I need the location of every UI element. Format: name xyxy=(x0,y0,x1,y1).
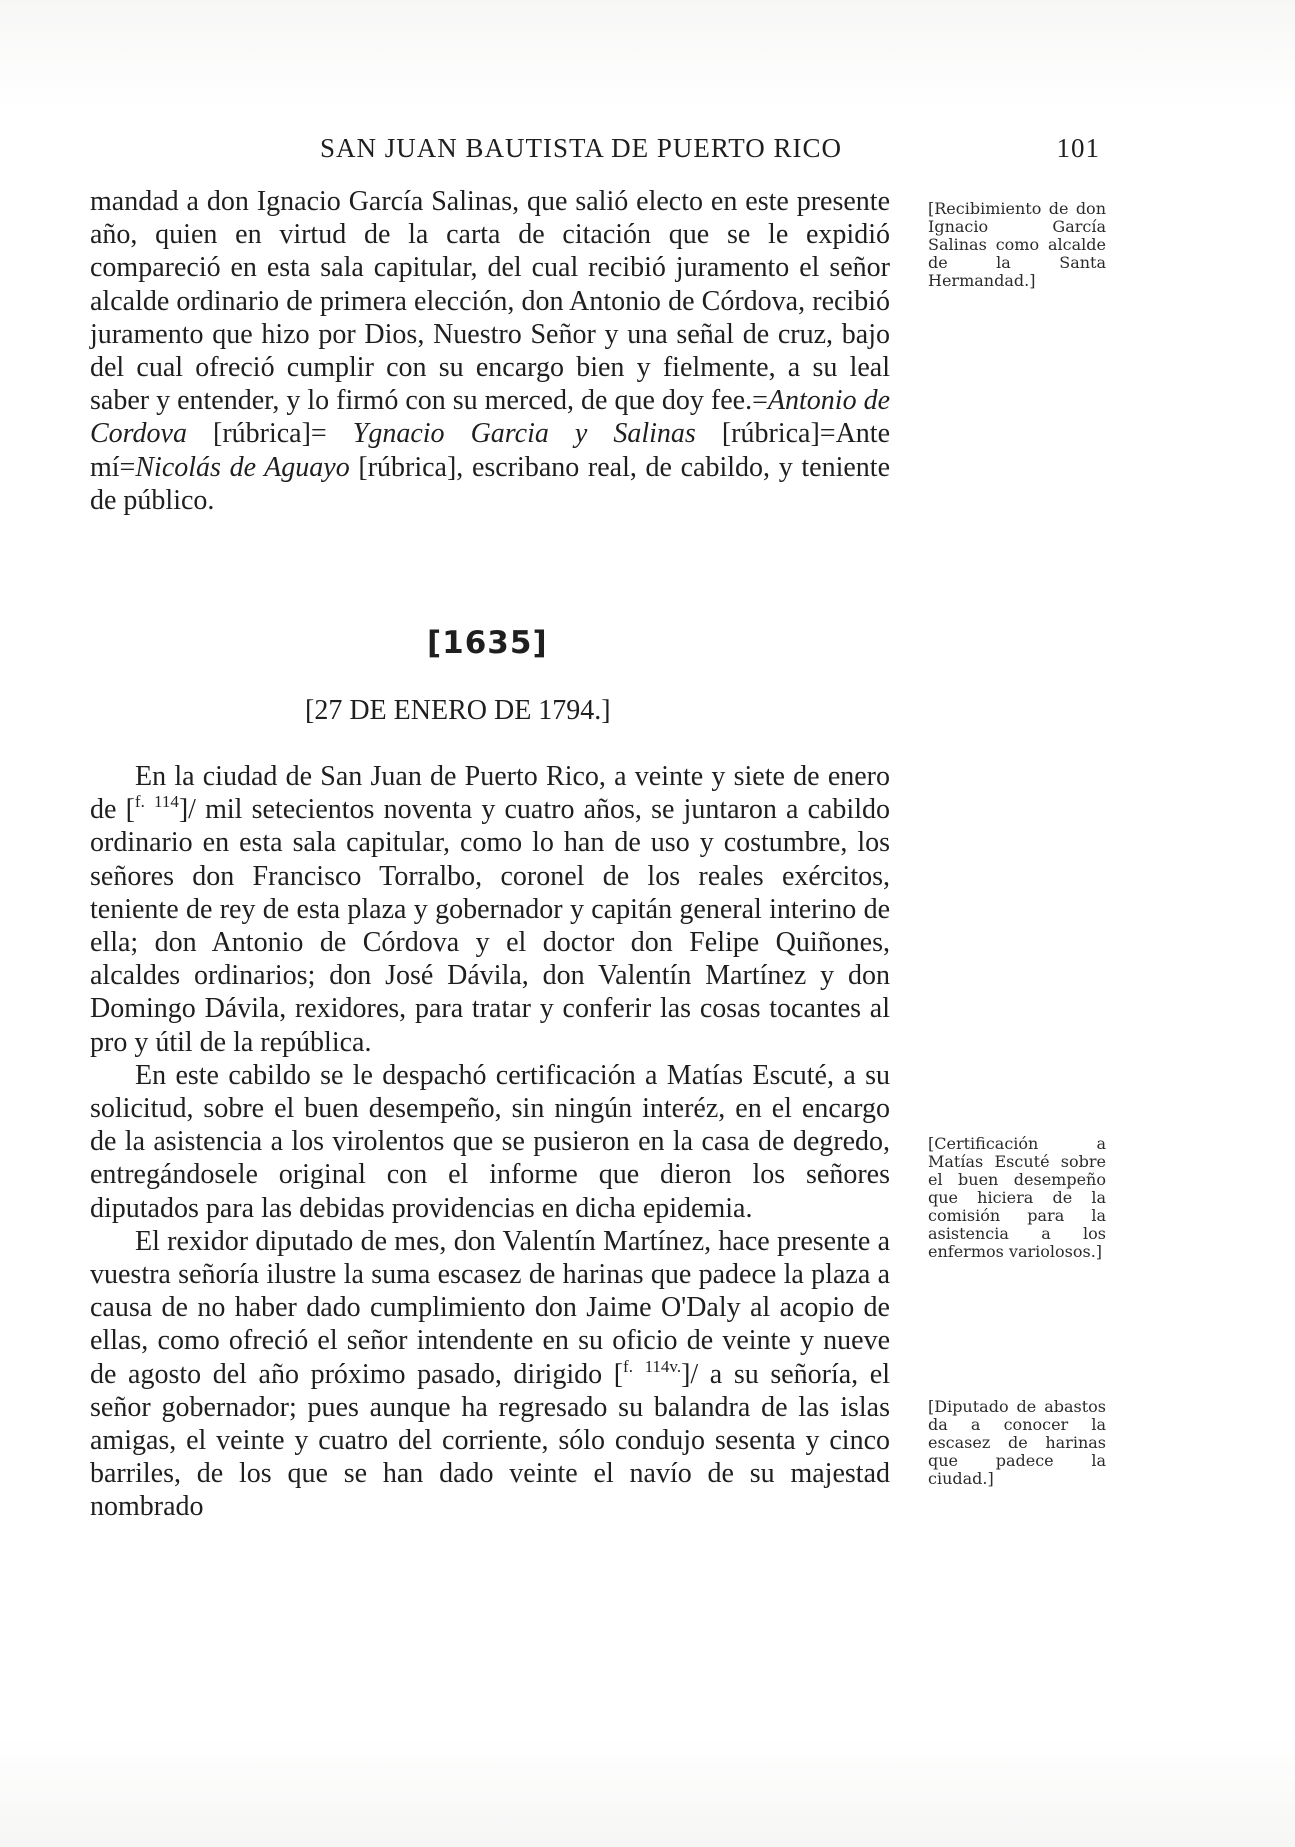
entry-paragraph-3-before-folio: El rexidor diputado de mes, don Valentín Martínez, hace presente a vuestra señoría ilustre la suma escasez de harinas que padece la plaza a causa de no haber dado cumplimiento don Jaime O'Daly al acopio de ellas, como ofreció el señor intendente en su oficio de veinte y nueve de agosto del año próximo pasado, dirigido [ xyxy=(90,1225,890,1390)
entry-paragraph-1 xyxy=(90,760,890,1059)
entry-paragraph-3-after-folio: ]/ a su señoría, el señor gobernador; pues aunque ha regresado su balandra de las islas amigas, el veinte y cuatro del corriente, sólo condujo sesenta y cinco barriles, de los que se han dado veinte el navío de su majestad nombrado xyxy=(90,1358,890,1523)
opening-text-part-4: [rúbrica], escribano real, de cabildo, y teniente de público. xyxy=(90,451,890,516)
signature-ygnacio-garcia-y-salinas: Ygnacio Garcia y Salinas xyxy=(352,418,696,450)
running-header xyxy=(90,133,1100,173)
page-number: 101 xyxy=(1056,133,1100,163)
folio-label-114v: f. xyxy=(623,1356,633,1376)
running-title: SAN JUAN BAUTISTA DE PUERTO RICO xyxy=(320,133,843,163)
margin-note-certificacion: [Certificación a Matías Escuté sobre el buen desempeño que hiciera de la comisión para la asistencia a los enfermos variolosos.] xyxy=(928,1134,1106,1261)
folio-label-114: f. xyxy=(134,792,145,812)
entry-paragraph-3 xyxy=(90,1225,890,1524)
signature-nicolas-de-aguayo: Nicolás de Aguayo xyxy=(135,451,350,483)
opening-paragraph xyxy=(90,185,890,517)
opening-text-part-1: mandad a don Ignacio García Salinas, que salió electo en este presente año, quien en virtud de la carta de citación que se le expidió compareció en esta sala capitular, del cual recibió juramento el señor alcalde ordinario de primera elección, don Antonio de Córdova, recibió juramento que hizo por Dios, Nuestro Señor y una señal de cruz, bajo del cual ofreció cumplir con su encargo bien y fielmente, a su leal saber y entender, y lo firmó con su merced, de que doy fee.= xyxy=(90,186,890,417)
opening-text-part-2: [rúbrica]= xyxy=(186,418,353,450)
entry-number: [1635] xyxy=(427,625,548,661)
signature-antonio-de-cordova: Antonio de Cordova xyxy=(90,385,890,450)
entry-paragraph-1-after-folio: ]/ mil setecientos noventa y cuatro años, se juntaron a cabildo ordinario en esta sala capitular, como lo han de uso y costumbre, los señores don Francisco Torralbo, coronel de los reales exércitos, teniente de rey de esta plaza y gobernador y capitán general interino de ella; don Antonio de Córdova y el doctor don Felipe Quiñones, alcaldes ordinarios; don José Dávila, don Valentín Martínez y don Domingo Dávila, rexidores, para tratar y conferir las cosas tocantes al pro y útil de la república. xyxy=(90,794,890,1058)
margin-note-diputado-abastos: [Diputado de abastos da a conocer la escasez de harinas que padece la ciudad.] xyxy=(928,1397,1106,1488)
margin-note-recibimiento: [Recibimiento de don Ignacio García Salinas como alcalde de la Santa Hermandad.] xyxy=(928,199,1106,290)
entry-body xyxy=(90,760,890,1524)
entry-paragraph-1-before-folio: En la ciudad de San Juan de Puerto Rico, a veinte y siete de enero de [ xyxy=(90,761,890,826)
opening-text-block xyxy=(90,185,890,517)
opening-text-part-3: [rúbrica]=Ante mí= xyxy=(90,418,890,483)
entry-paragraph-2: En este cabildo se le despachó certificación a Matías Escuté, a su solicitud, sobre el buen desempeño, sin ningún interéz, en el encargo de la asistencia a los virolentos que se pusieron en la casa de degredo, entregándosele original con el informe que dieron los señores diputados para las debidas providencias en dicha epidemia. xyxy=(90,1059,890,1224)
folio-number-114: 114 xyxy=(153,792,179,812)
entry-date: [27 DE ENERO DE 1794.] xyxy=(305,695,611,726)
folio-number-114v: 114v. xyxy=(644,1356,682,1376)
